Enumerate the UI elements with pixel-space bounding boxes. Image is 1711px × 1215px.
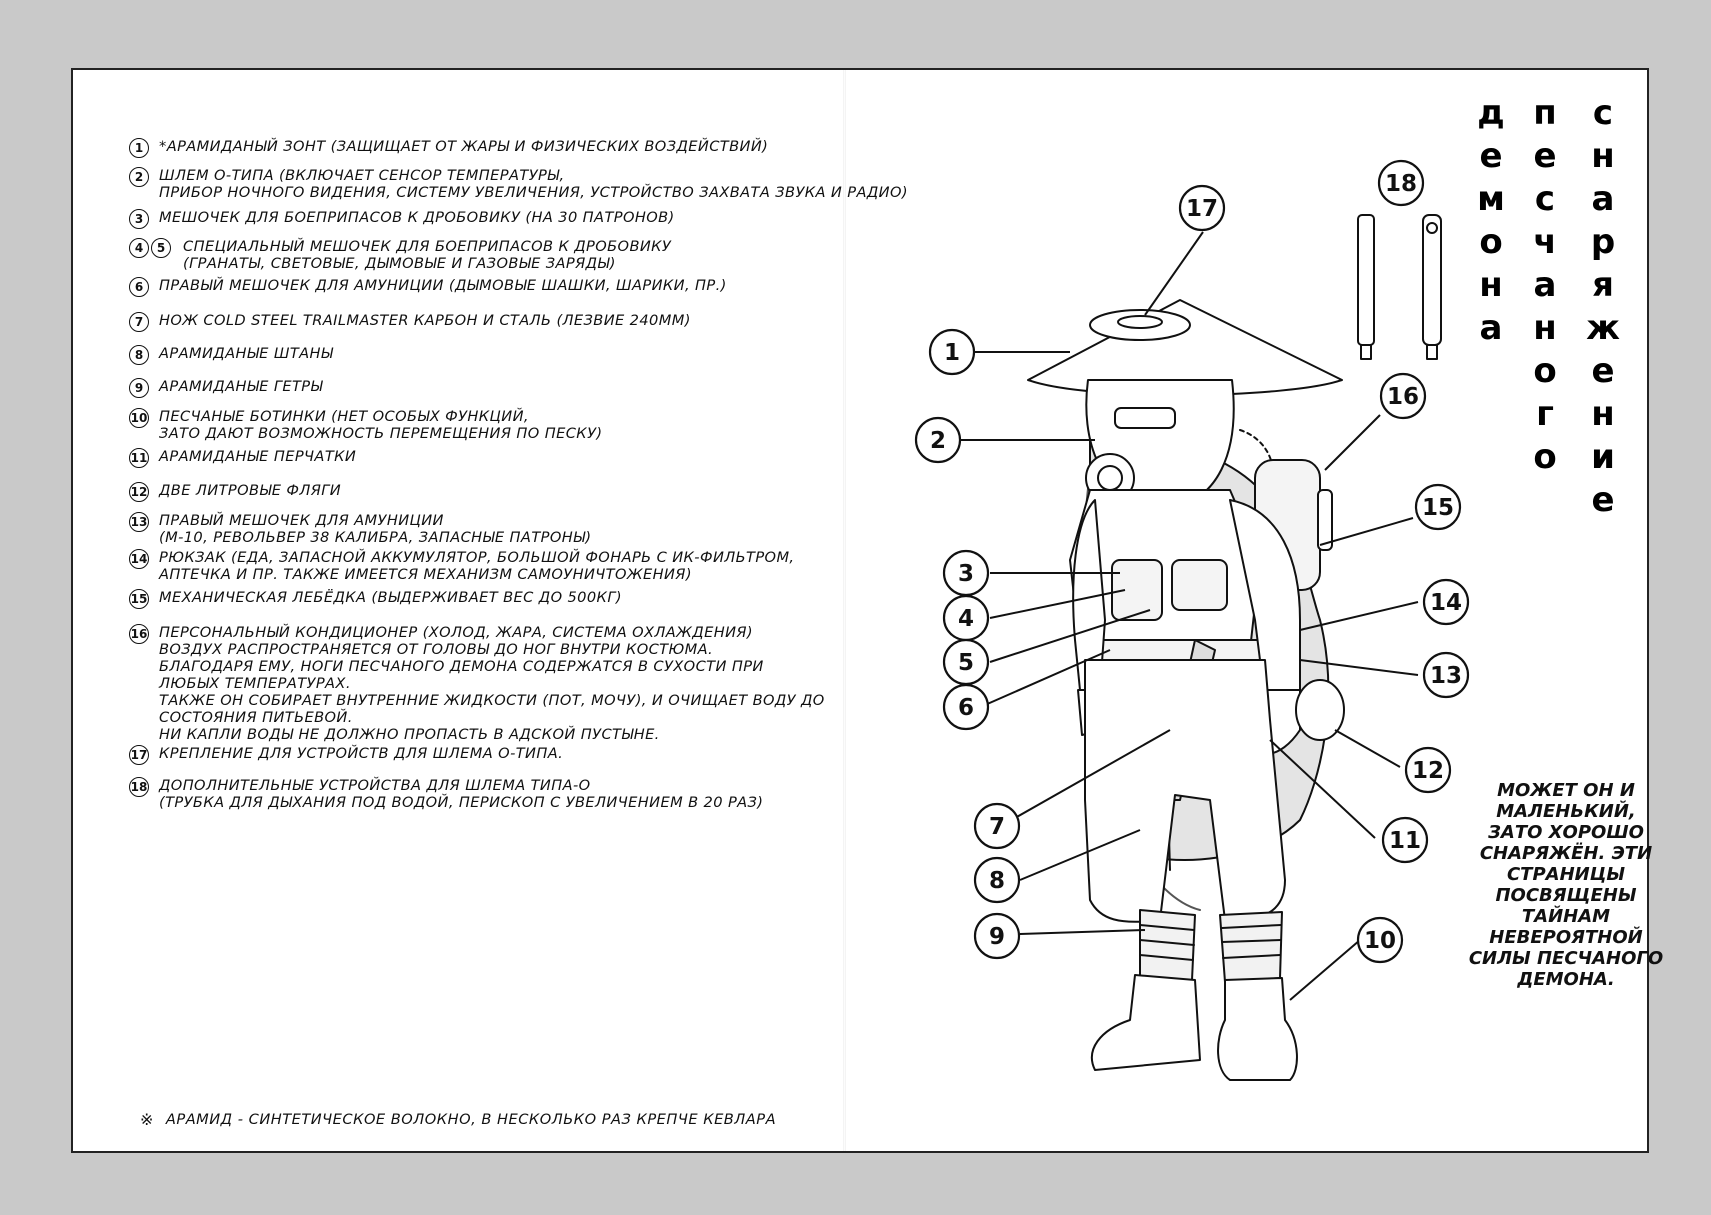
left-boot-icon (1092, 975, 1200, 1070)
svg-text:12: 12 (1411, 758, 1445, 784)
legend-text: ПРАВЫЙ МЕШОЧЕК ДЛЯ АМУНИЦИИ (ДЫМОВЫЕ ШАШКИ, ШАРИКИ, ПР.) (159, 277, 727, 294)
svg-text:11: 11 (1388, 828, 1422, 854)
title-letter: е (1591, 351, 1615, 391)
title-letter: н (1591, 394, 1615, 434)
legend-text: АРАМИДАНЫЕ ШТАНЫ (159, 345, 334, 362)
title-letter: м (1477, 179, 1505, 219)
svg-text:18: 18 (1384, 171, 1418, 197)
ammo-pouch-icon (1112, 560, 1162, 620)
callout-14 (1424, 580, 1468, 624)
legend-number: 2 (129, 167, 149, 187)
svg-text:4: 4 (957, 606, 975, 632)
legend-number: 7 (129, 312, 149, 332)
legend-text: АРАМИДАНЫЕ ГЕТРЫ (159, 378, 323, 395)
side-note: МОЖЕТ ОН И МАЛЕНЬКИЙ, ЗАТО ХОРОШО СНАРЯЖЁН. ЭТИ СТРАНИЦЫ ПОСВЯЩЕНЫ ТАЙНАМ НЕВЕРОЯТНОЙ СИЛЫ ПЕСЧАНОГО ДЕМОНА. (1468, 780, 1664, 990)
svg-text:3: 3 (957, 561, 975, 587)
callout-11 (1383, 818, 1427, 862)
legend-text: СПЕЦИАЛЬНЫЙ МЕШОЧЕК ДЛЯ БОЕПРИПАСОВ К ДРОБОВИКУ (ГРАНАТЫ, СВЕТОВЫЕ, ДЫМОВЫЕ И ГАЗОВЫЕ ЗАРЯДЫ) (183, 238, 672, 272)
title-letter: д (1477, 93, 1505, 133)
legend-number: 11 (129, 448, 149, 468)
title-letter: р (1590, 222, 1616, 262)
callout-5 (944, 640, 988, 684)
legend-text: ДОПОЛНИТЕЛЬНЫЕ УСТРОЙСТВА ДЛЯ ШЛЕМА ТИПА-О (ТРУБКА ДЛЯ ДЫХАНИЯ ПОД ВОДОЙ, ПЕРИСКОП С УВЕЛИЧЕНИЕМ В 20 РАЗ) (159, 777, 764, 811)
callout-9 (975, 914, 1019, 958)
callout-6 (944, 685, 988, 729)
right-boot-icon (1218, 978, 1297, 1080)
callout-17 (1180, 186, 1224, 230)
callout-16 (1381, 374, 1425, 418)
reference-mark: ※ (140, 1110, 154, 1129)
svg-text:5: 5 (957, 650, 975, 676)
legend-text: АРАМИДАНЫЕ ПЕРЧАТКИ (159, 448, 357, 465)
legend-number: 1 (129, 138, 149, 158)
title-letter: е (1533, 136, 1557, 176)
callout-12 (1406, 748, 1450, 792)
svg-text:17: 17 (1185, 196, 1219, 222)
svg-text:16: 16 (1386, 384, 1420, 410)
periscope-icon (1423, 215, 1441, 345)
title-letter: о (1533, 437, 1557, 477)
title-letter: г (1536, 394, 1554, 434)
footnote-text: АРАМИД - СИНТЕТИЧЕСКОЕ ВОЛОКНО, В НЕСКОЛЬКО РАЗ КРЕПЧЕ КЕВЛАРА (165, 1111, 777, 1128)
legend-number: 18 (129, 777, 149, 797)
callout-15 (1416, 485, 1460, 529)
legend-text: ШЛЕМ О-ТИПА (ВКЛЮЧАЕТ СЕНСОР ТЕМПЕРАТУРЫ, ПРИБОР НОЧНОГО ВИДЕНИЯ, СИСТЕМУ УВЕЛИЧЕНИЯ, УСТРОЙСТВО ЗАХВАТА ЗВУКА И РАДИО) (159, 167, 908, 201)
legend-text: ДВЕ ЛИТРОВЫЕ ФЛЯГИ (159, 482, 342, 499)
legend-text: НОЖ COLD STEEL TRAILMASTER КАРБОН И СТАЛЬ (ЛЕЗВИЕ 240ММ) (159, 312, 691, 329)
snorkel-icon (1358, 215, 1374, 345)
svg-text:14: 14 (1429, 590, 1463, 616)
callout-10 (1358, 918, 1402, 962)
callout-7 (975, 804, 1019, 848)
legend-number: 6 (129, 277, 149, 297)
svg-text:8: 8 (988, 868, 1006, 894)
title-letter: а (1591, 179, 1615, 219)
svg-text:10: 10 (1363, 928, 1397, 954)
title-letter: а (1533, 265, 1557, 305)
callout-8 (975, 858, 1019, 902)
title-letter: е (1591, 480, 1615, 520)
title-letter: и (1591, 437, 1615, 477)
title-letter: н (1533, 308, 1557, 348)
pants-icon (1085, 660, 1285, 922)
legend-text: ПЕРСОНАЛЬНЫЙ КОНДИЦИОНЕР (ХОЛОД, ЖАРА, СИСТЕМА ОХЛАЖДЕНИЯ) ВОЗДУХ РАСПРОСТРАНЯЕТСЯ ОТ ГОЛОВЫ ДО НОГ ВНУТРИ КОСТЮМА. БЛАГОДАРЯ ЕМУ, НОГИ ПЕСЧАНОГО ДЕМОНА СОДЕРЖАТСЯ В СУХОСТИ ПРИ ЛЮБЫХ ТЕМПЕРАТУРАХ. ТАКЖЕ ОН СОБИРАЕТ ВНУТРЕННИЕ ЖИДКОСТИ (ПОТ, МОЧУ), И ОЧИЩАЕТ ВОДУ ДО СОСТОЯНИЯ ПИТЬЕВОЙ. НИ КАПЛИ ВОДЫ НЕ ДОЛЖНО ПРОПАСТЬ В АДСКОЙ ПУСТЫНЕ. (159, 624, 825, 743)
svg-text:1: 1 (943, 340, 961, 366)
legend-text: КРЕПЛЕНИЕ ДЛЯ УСТРОЙСТВ ДЛЯ ШЛЕМА О-ТИПА. (159, 745, 564, 762)
legend-text: МЕХАНИЧЕСКАЯ ЛЕБЁДКА (ВЫДЕРЖИВАЕТ ВЕС ДО 500КГ) (159, 589, 622, 606)
legend-number: 4 (129, 238, 149, 258)
legend-number: 14 (129, 549, 149, 569)
legend-text: РЮКЗАК (ЕДА, ЗАПАСНОЙ АККУМУЛЯТОР, БОЛЬШОЙ ФОНАРЬ С ИК-ФИЛЬТРОМ, АПТЕЧКА И ПР. ТАКЖЕ ИМЕЕТСЯ МЕХАНИЗМ САМОУНИЧТОЖЕНИЯ) (159, 549, 795, 583)
legend-number: 3 (129, 209, 149, 229)
callout-13 (1424, 653, 1468, 697)
legend-number: 17 (129, 745, 149, 765)
visor-icon (1115, 408, 1175, 428)
title-letter: ч (1533, 222, 1557, 262)
svg-text:2: 2 (929, 428, 947, 454)
hat-top-icon (1090, 310, 1190, 340)
svg-text:6: 6 (957, 695, 975, 721)
title-letter: е (1479, 136, 1503, 176)
title-letter: п (1533, 93, 1557, 133)
callout-4 (944, 596, 988, 640)
svg-text:13: 13 (1429, 663, 1463, 689)
legend-number: 16 (129, 624, 149, 644)
title-letter: я (1592, 265, 1614, 305)
title-letter: о (1533, 351, 1557, 391)
callout-2 (916, 418, 960, 462)
title-letter: н (1591, 136, 1615, 176)
title-letter: о (1479, 222, 1503, 262)
svg-text:7: 7 (988, 814, 1006, 840)
legend-number: 13 (129, 512, 149, 532)
callout-18 (1379, 161, 1423, 205)
legend-number: 8 (129, 345, 149, 365)
legend-number: 5 (151, 238, 171, 258)
legend-number: 9 (129, 378, 149, 398)
title-letter: ж (1586, 308, 1620, 348)
legend-text: *АРАМИДАНЫЙ ЗОНТ (ЗАЩИЩАЕТ ОТ ЖАРЫ И ФИЗИЧЕСКИХ ВОЗДЕЙСТВИЙ) (159, 138, 769, 155)
legend-number: 10 (129, 408, 149, 428)
legend-text: ПЕСЧАНЫЕ БОТИНКИ (НЕТ ОСОБЫХ ФУНКЦИЙ, ЗАТО ДАЮТ ВОЗМОЖНОСТЬ ПЕРЕМЕЩЕНИЯ ПО ПЕСКУ) (159, 408, 603, 442)
title-letter: н (1479, 265, 1503, 305)
svg-text:9: 9 (988, 924, 1006, 950)
legend-text: ПРАВЫЙ МЕШОЧЕК ДЛЯ АМУНИЦИИ (М-10, РЕВОЛЬВЕР 38 КАЛИБРА, ЗАПАСНЫЕ ПАТРОНЫ) (159, 512, 592, 546)
svg-text:15: 15 (1421, 495, 1455, 521)
callout-3 (944, 551, 988, 595)
callout-1 (930, 330, 974, 374)
legend-text: МЕШОЧЕК ДЛЯ БОЕПРИПАСОВ К ДРОБОВИКУ (НА 30 ПАТРОНОВ) (159, 209, 675, 226)
title-letter: с (1592, 93, 1614, 133)
legend-number: 12 (129, 482, 149, 502)
title-letter: а (1479, 308, 1503, 348)
legend-number: 15 (129, 589, 149, 609)
title-letter: с (1534, 179, 1556, 219)
